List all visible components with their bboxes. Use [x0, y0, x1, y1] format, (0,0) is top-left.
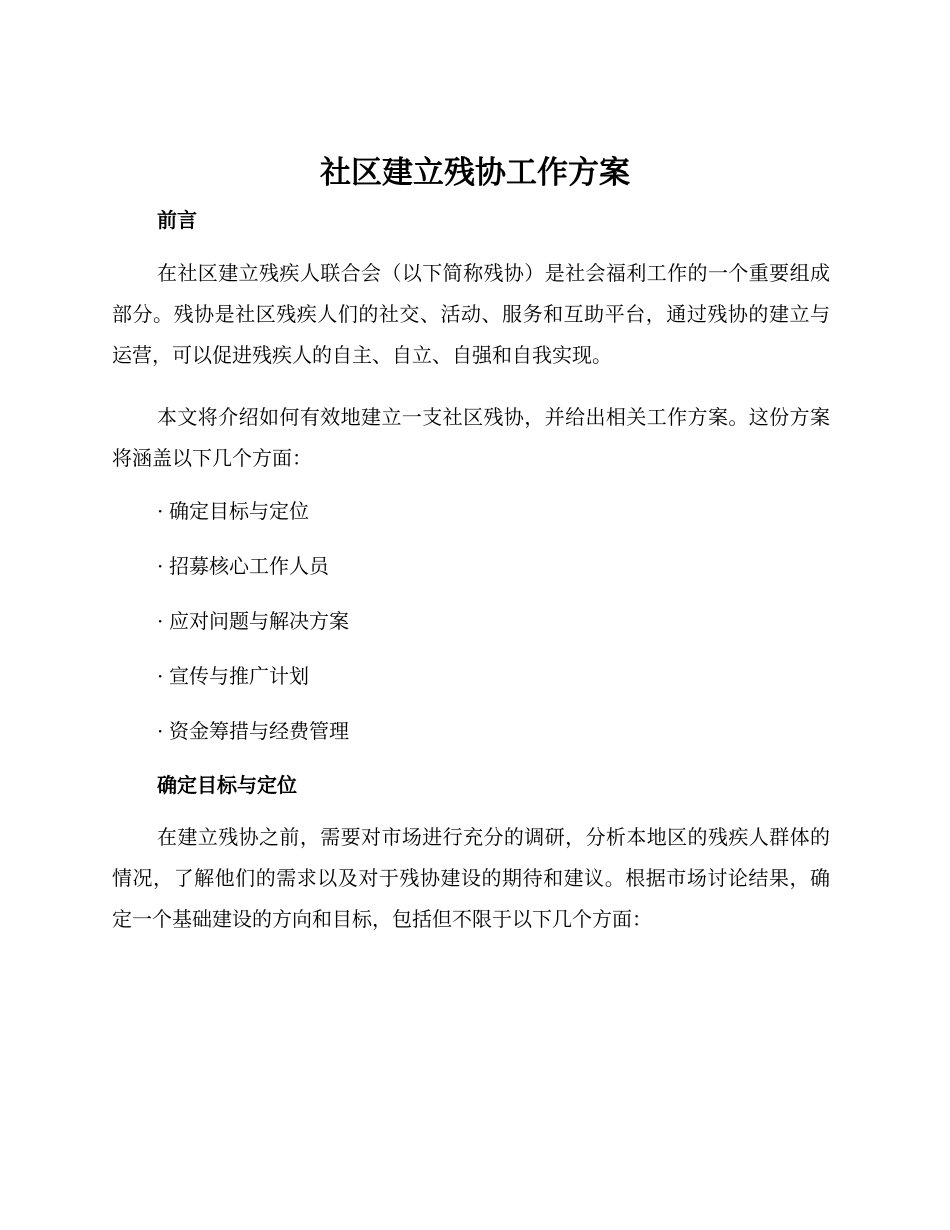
section-heading-preface: 前言 [157, 208, 197, 232]
list-item-text: 宣传与推广计划 [169, 664, 309, 688]
list-item-text: 招募核心工作人员 [169, 554, 329, 578]
list-item-text: 确定目标与定位 [169, 499, 309, 523]
list-item [157, 496, 309, 526]
list-item [157, 606, 349, 636]
list-item-text: 应对问题与解决方案 [169, 609, 349, 633]
bullet-marker: · [157, 499, 164, 523]
section-heading-goals: 确定目标与定位 [157, 773, 297, 797]
list-item-text: 资金筹措与经费管理 [169, 719, 349, 743]
bullet-marker: · [157, 554, 164, 578]
paragraph: 在建立残协之前，需要对市场进行充分的调研，分析本地区的残疾人群体的情况，了解他们的需求以及对于残协建设的期待和建议。根据市场讨论结果，确定一个基础建设的方向和目标，包括但不限于以下几个方面： [112, 825, 830, 931]
list-item [157, 661, 309, 691]
list-item [157, 716, 349, 746]
document-title: 社区建立残协工作方案 [320, 155, 630, 191]
list-item [157, 551, 329, 581]
paragraph: 本文将介绍如何有效地建立一支社区残协，并给出相关工作方案。这份方案将涵盖以下几个方面： [112, 405, 830, 470]
bullet-marker: · [157, 719, 164, 743]
paragraph: 在社区建立残疾人联合会（以下简称残协）是社会福利工作的一个重要组成部分。残协是社区残疾人们的社交、活动、服务和互助平台，通过残协的建立与运营，可以促进残疾人的自主、自立、自强和自我实现。 [112, 261, 830, 367]
bullet-marker: · [157, 664, 164, 688]
bullet-marker: · [157, 609, 164, 633]
